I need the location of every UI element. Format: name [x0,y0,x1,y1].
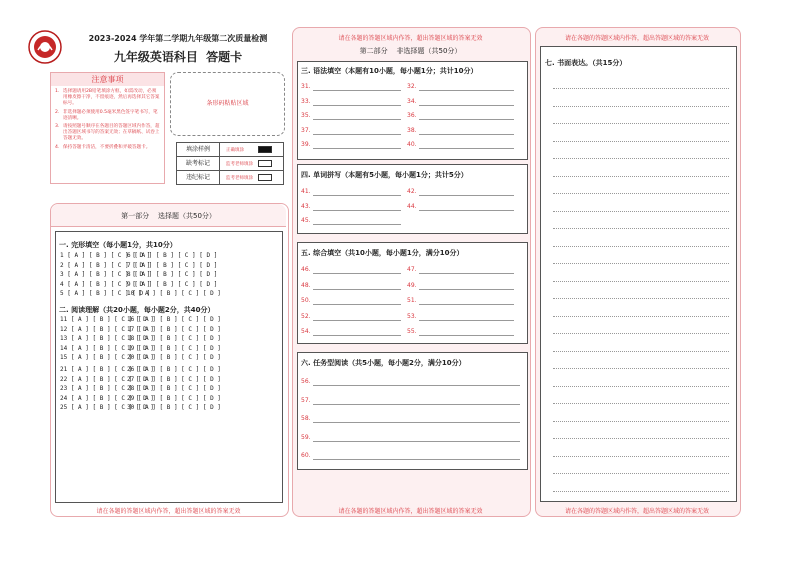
answer-line[interactable] [313,459,520,460]
essay-line[interactable] [553,491,729,492]
answer-line[interactable] [419,134,514,135]
school-logo [28,30,62,64]
essay-line[interactable] [553,403,729,404]
sec2-title: 二. 阅读理解（共20小题，每小题2分，共40分） [59,306,215,314]
sec5-title: 五. 综合填空（共10小题，每小题1分，满分10分） [301,249,464,257]
essay-line[interactable] [553,228,729,229]
question-number: 56. [301,378,311,385]
question-number: 47. [407,266,417,273]
fill-example-label: 缺考标记 [177,157,220,170]
answer-line[interactable] [313,195,401,196]
fill-example-row [177,143,283,157]
sec1-bubbles-col2[interactable]: 6 [ A ] [ B ] [ C ] [ D ] 7 [ A ] [ B ] [ C ] [ D ] 8 [ A ] [ B ] [ C ] [ D ] 9 [ A ] [ B ] [ C ] [ D ] 10 [ A ] [ B ] [ C ] [ D ] [127,252,221,297]
part2-warning-top: 请在各题的答题区域内作答，超出答题区域的答案无效 [338,35,483,42]
answer-line[interactable] [419,119,514,120]
answer-line[interactable] [419,148,514,149]
essay-line[interactable] [553,386,729,387]
question-number: 34. [407,97,417,105]
answer-line[interactable] [313,385,520,386]
sec6-box [297,352,528,470]
answer-line[interactable] [419,289,514,290]
fill-example-row [177,171,283,184]
answer-line[interactable] [313,134,401,135]
essay-line[interactable] [553,333,729,334]
question-number: 41. [301,188,311,195]
fill-example-sample: 正确填涂 [226,147,244,153]
fill-example-label: 填涂样例 [177,143,220,156]
answer-line[interactable] [313,289,401,290]
question-number: 36. [407,112,417,119]
question-number: 59. [301,433,311,441]
note-number: 2. [55,109,60,115]
question-number: 58. [301,415,311,422]
question-number: 50. [301,297,311,304]
empty-box-icon[interactable] [258,174,272,181]
note-item [55,89,160,108]
question-number: 45. [301,217,311,224]
sec6-title: 六. 任务型阅读（共5小题，每小题2分，满分10分） [301,359,466,367]
barcode-area [170,72,285,136]
answer-line[interactable] [419,195,514,196]
question-number: 60. [301,452,311,459]
answer-line[interactable] [313,320,401,321]
note-text: 保持答题卡清洁，不要折叠和弄破答题卡。 [63,144,151,150]
essay-line[interactable] [553,473,729,474]
essay-line[interactable] [553,141,729,142]
barcode-label: 条形码粘贴区域 [206,100,249,107]
essay-line[interactable] [553,176,729,177]
note-number: 4. [55,144,60,150]
question-number: 40. [407,141,417,148]
part1-title: 第一部分 选择题（共50分） [121,212,216,220]
answer-line[interactable] [313,105,401,106]
question-number: 55. [407,328,417,335]
note-number: 3. [55,124,60,130]
answer-line[interactable] [419,90,514,91]
fill-example-sample: 监考老师填涂 [226,175,253,181]
answer-line[interactable] [419,105,514,106]
question-number: 52. [301,312,311,320]
exam-title: 2023-2024 学年第二学期九年级第二次质量检测 [88,34,268,43]
sec1-title: 一. 完形填空（每小题1分，共10分） [59,241,177,249]
sec7-box [540,46,737,502]
answer-line[interactable] [313,273,401,274]
part2-warning-bottom: 请在各题的答题区域内作答，超出答题区域的答案无效 [338,508,483,515]
question-number: 44. [407,202,417,210]
part3-warning-bottom: 请在各题的答题区域内作答，超出答题区域的答案无效 [564,508,709,515]
fill-example-table [176,142,284,185]
question-number: 51. [407,297,417,304]
sec2-bubbles-col2a[interactable]: 16 [ A ] [ B ] [ C ] [ D ] 17 [ A ] [ B ] [ C ] [ D ] 18 [ A ] [ B ] [ C ] [ D ] 19 [ A ] [ B ] [ C ] [ D ] 20 [ A ] [ B ] [ C ] [ D ] [127,316,221,361]
note-item [55,124,160,143]
note-item [55,110,160,122]
question-number: 42. [407,188,417,195]
essay-line[interactable] [553,88,729,89]
fill-example-sample: 监考老师填涂 [226,161,253,167]
essay-line[interactable] [553,351,729,352]
question-number: 31. [301,83,311,90]
answer-line[interactable] [419,304,514,305]
fill-example-row [177,157,283,171]
question-number: 46. [301,266,311,273]
answer-line[interactable] [313,404,520,405]
answer-line[interactable] [419,335,514,336]
essay-line[interactable] [553,421,729,422]
essay-line[interactable] [553,456,729,457]
empty-box-icon[interactable] [258,160,272,167]
question-number: 39. [301,141,311,148]
question-number: 49. [407,281,417,289]
answer-line[interactable] [313,119,401,120]
question-number: 38. [407,126,417,134]
sec2-bubbles-col1a[interactable]: 11 [ A ] [ B ] [ C ] [ D ] 12 [ A ] [ B ] [ C ] [ D ] 13 [ A ] [ B ] [ C ] [ D ] 14 [ A ] [ B ] [ C ] [ D ] 15 [ A ] [ B ] [ C ] [ D ] [60,316,154,361]
subject-title: 九年级英语科目 答题卡 [113,50,243,64]
essay-line[interactable] [553,298,729,299]
answer-line[interactable] [313,441,520,442]
essay-line[interactable] [553,106,729,107]
essay-line[interactable] [553,281,729,282]
answer-line[interactable] [313,224,401,225]
answer-line[interactable] [313,210,401,211]
note-item [55,145,160,151]
question-number: 37. [301,126,311,134]
filled-box-icon [258,146,272,153]
sec1-bubbles-col1[interactable]: 1 [ A ] [ B ] [ C ] [ D ] 2 [ A ] [ B ] [ C ] [ D ] 3 [ A ] [ B ] [ C ] [ D ] 4 [ A ] [ B ] [ C ] [ D ] 5 [ A ] [ B ] [ C ] [ D ] [60,252,151,297]
answer-line[interactable] [419,273,514,274]
sec2-bubbles-col2b[interactable]: 26 [ A ] [ B ] [ C ] [ D ] 27 [ A ] [ B ] [ C ] [ D ] 28 [ A ] [ B ] [ C ] [ D ] 29 [ A ] [ B ] [ C ] [ D ] 30 [ A ] [ B ] [ C ] [ D ] [127,366,221,411]
note-text: 非选择题必须使用0.5毫米黑色签字笔书写，笔迹清晰。 [63,109,158,121]
question-number: 53. [407,312,417,320]
notes-list [51,86,164,156]
answer-line[interactable] [313,335,401,336]
sec2-bubbles-col1b[interactable]: 21 [ A ] [ B ] [ C ] [ D ] 22 [ A ] [ B ] [ C ] [ D ] 23 [ A ] [ B ] [ C ] [ D ] 24 [ A ] [ B ] [ C ] [ D ] 25 [ A ] [ B ] [ C ] [ D ] [60,366,154,411]
fill-example-label: 违纪标记 [177,171,220,184]
answer-line[interactable] [313,422,520,423]
part1-warning: 请在各题的答题区域内作答，超出答题区域的答案无效 [96,508,241,515]
answer-line[interactable] [313,304,401,305]
question-number: 35. [301,112,311,119]
note-number: 1. [55,89,60,94]
question-number: 43. [301,202,311,210]
essay-line[interactable] [553,263,729,264]
essay-line[interactable] [553,193,729,194]
sec4-title: 四. 单词拼写（本题有5小题，每小题1分；共计5分） [301,171,468,179]
note-text: 选择题请用2B铅笔填涂方框，如需改动，必须用橡皮擦干净，不留痕迹，然后再选择其它答案标号。 [63,89,160,107]
question-number: 33. [301,97,311,105]
part2-title: 第二部分 非选择题（共50分） [359,47,462,55]
answer-line[interactable] [313,90,401,91]
question-number: 48. [301,281,311,289]
question-number: 32. [407,83,417,90]
essay-line[interactable] [553,158,729,159]
part3-warning-top: 请在各题的答题区域内作答，超出答题区域的答案无效 [564,35,709,42]
answer-line[interactable] [313,148,401,149]
answer-line[interactable] [419,320,514,321]
essay-line[interactable] [553,246,729,247]
notes-title: 注意事项 [51,73,164,86]
essay-line[interactable] [553,316,729,317]
essay-line[interactable] [553,438,729,439]
essay-line[interactable] [553,123,729,124]
answer-line[interactable] [419,210,514,211]
sec3-title: 三. 语法填空（本题有10小题，每小题1分；共计10分） [301,67,478,75]
essay-line[interactable] [553,368,729,369]
note-text: 请按照题号顺序在各题目的答题区域内作答，超出答题区域书写的答案无效；在草稿纸、试卷上答题无效。 [63,124,160,142]
question-number: 54. [301,328,311,335]
essay-line[interactable] [553,211,729,212]
notes-box [50,72,165,184]
sec7-title: 七. 书面表达。（共15分） [545,59,627,67]
question-number: 57. [301,396,311,404]
